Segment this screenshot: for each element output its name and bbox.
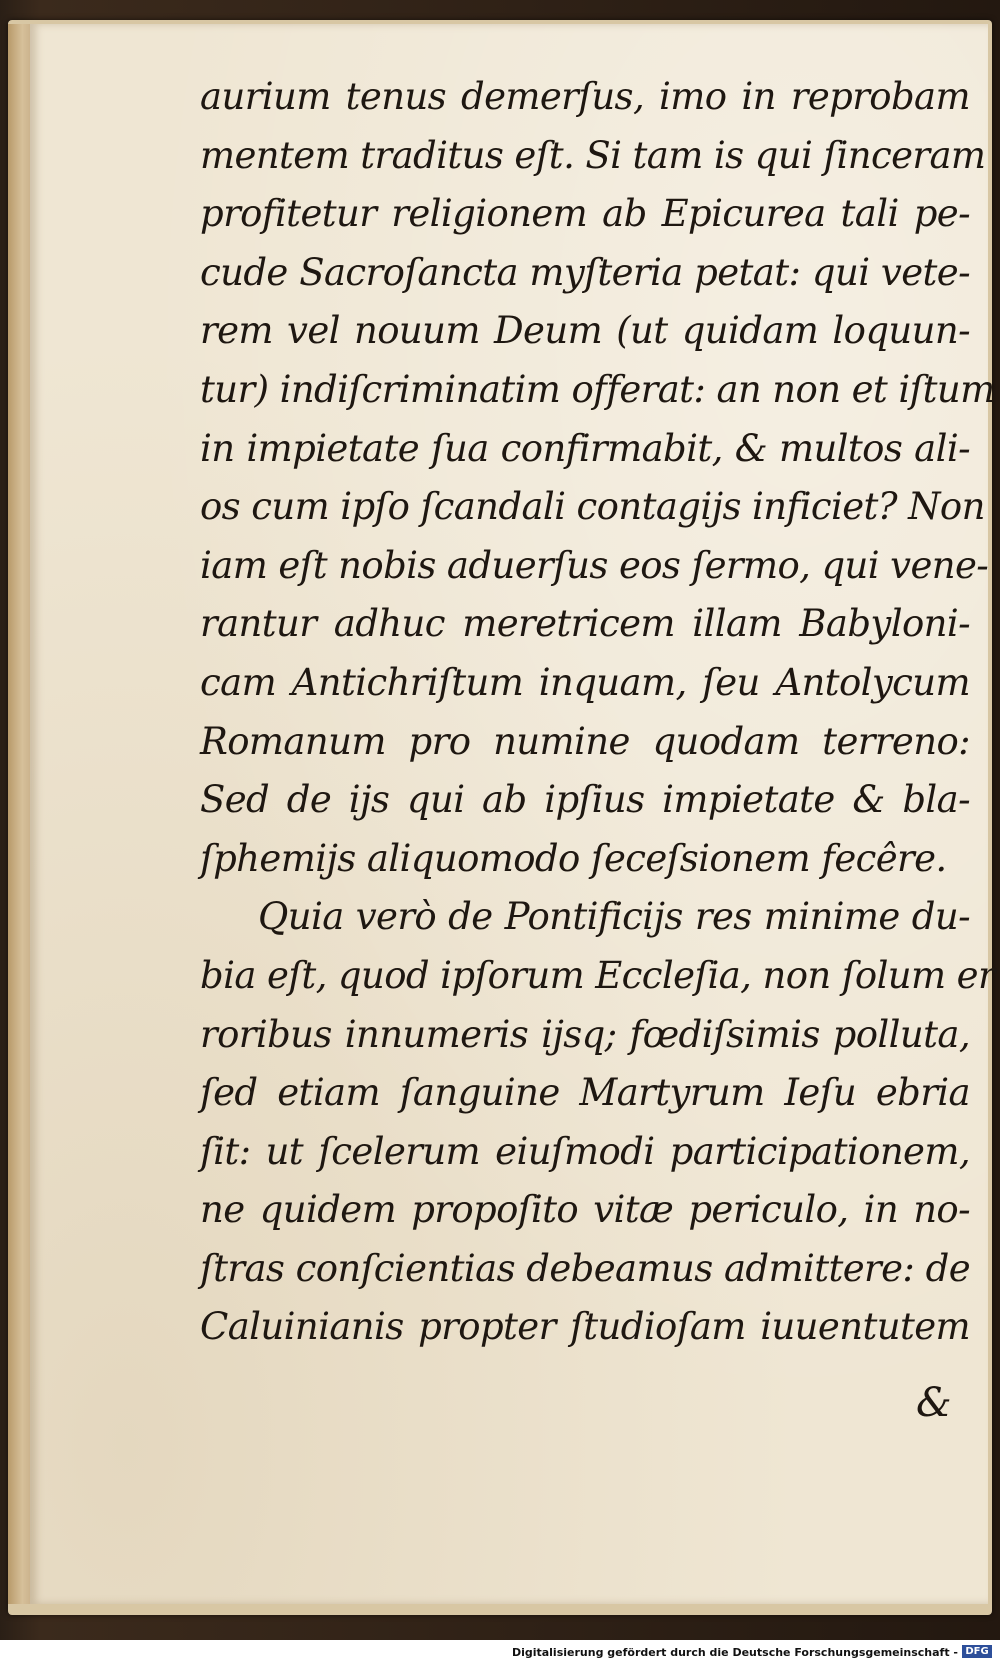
paragraph-start-line: Quia verò de Pontificijs res minime du- [258, 895, 970, 939]
dfg-logo-badge: DFG [962, 1645, 992, 1658]
text-line: cam Antichriſtum inquam, ſeu Antolycum [200, 660, 970, 704]
page-gutter [8, 24, 32, 1604]
digitization-credit: Digitalisierung gefördert durch die Deutsche Forschungsgemeinschaft - [511, 1646, 958, 1659]
text-line: mentem traditus eſt. Si tam is qui ſinceram [200, 133, 986, 177]
text-line: in impietate ſua confirmabit, & multos ali- [200, 426, 970, 470]
text-line: Romanum pro numine quodam terreno: [200, 719, 970, 763]
text-line: os cum ipſo ſcandali contagijs inficiet? Non [200, 485, 985, 529]
text-line: iam eſt nobis aduerſus eos ſermo, qui vene- [200, 543, 989, 587]
text-line: Caluinianis propter ſtudioſam iuuentutem [200, 1305, 970, 1349]
text-line: cude Sacroſancta myſteria petat: qui vete- [200, 250, 970, 294]
page-text [200, 68, 996, 1357]
text-line: ne quidem propoſito vitæ periculo, in no- [200, 1188, 970, 1232]
text-line: Sed de ijs qui ab ipſius impietate & bla- [200, 778, 970, 822]
text-line: ſit: ut ſcelerum eiuſmodi participationem, [200, 1129, 970, 1173]
text-line: ſed etiam ſanguine Martyrum Ieſu ebria [200, 1071, 970, 1115]
text-line: rem vel nouum Deum (ut quidam loquun- [200, 309, 970, 353]
catchword: & [916, 1380, 952, 1426]
text-line: bia eſt, quod ipſorum Eccleſia, non ſolum er [200, 953, 996, 997]
text-line: ſtras conſcientias debeamus admittere: de [200, 1246, 970, 1290]
text-line: tur) indiſcriminatim offerat: an non et iſtum [200, 367, 995, 411]
text-line: rantur adhuc meretricem illam Babyloni- [200, 602, 970, 646]
text-line: aurium tenus demerſus, imo in reprobam [200, 75, 970, 118]
text-line: ſphemijs aliquomodo ſeceſsionem fecêre. [200, 836, 947, 880]
text-line: roribus innumeris ijsq; fœdiſsimis polluta, [200, 1012, 970, 1056]
text-line: profitetur religionem ab Epicurea tali pe- [200, 192, 970, 236]
